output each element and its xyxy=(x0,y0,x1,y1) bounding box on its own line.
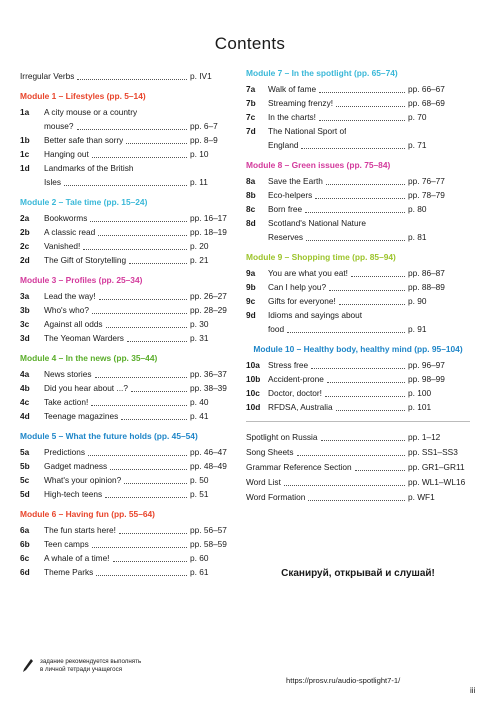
toc-entry xyxy=(246,187,470,201)
module-heading: Module 2 – Tale time (pp. 15–24) xyxy=(20,197,148,207)
dot-leader xyxy=(83,248,187,250)
lesson-pages: p. 60 xyxy=(190,553,209,563)
lesson-pages: pp. 66–67 xyxy=(408,84,445,94)
lesson-pages: p. 91 xyxy=(408,324,427,334)
lesson-number: 2c xyxy=(20,241,30,251)
lesson-number: 9b xyxy=(246,282,256,292)
toc-entry xyxy=(20,252,234,266)
lesson-title: News stories xyxy=(44,369,92,379)
page-title: Contents xyxy=(214,34,286,53)
appendix-entry xyxy=(246,443,470,458)
dot-leader xyxy=(326,183,405,185)
lesson-title: Take action! xyxy=(44,397,89,407)
toc-left-column xyxy=(20,68,234,578)
appendix-pages: pp. GR1–GR11 xyxy=(408,462,465,472)
lesson-number: 3d xyxy=(20,333,30,343)
lesson-pages: pp. 26–27 xyxy=(190,291,227,301)
lesson-title: A whale of a time! xyxy=(44,553,110,563)
toc-entry xyxy=(20,224,234,238)
toc-entry xyxy=(20,564,234,578)
lesson-title: The National Sport of xyxy=(268,126,347,136)
lesson-pages: p. 51 xyxy=(190,489,209,499)
dot-leader xyxy=(119,532,187,534)
dot-leader xyxy=(325,395,405,397)
toc-entry xyxy=(20,132,234,146)
lesson-pages: pp. 38–39 xyxy=(190,383,227,393)
dot-leader xyxy=(301,147,405,149)
module-section xyxy=(20,275,234,344)
dot-leader xyxy=(98,234,187,236)
dot-leader xyxy=(284,484,405,486)
toc-entry-continuation xyxy=(246,137,470,151)
dot-leader xyxy=(77,128,187,130)
lesson-number: 7c xyxy=(246,112,256,122)
lesson-title: The Gift of Storytelling xyxy=(44,255,127,265)
toc-entry xyxy=(246,371,470,385)
entry-title: Irregular Verbs xyxy=(20,71,75,81)
lesson-pages: p. 71 xyxy=(408,140,427,150)
dot-leader xyxy=(327,381,405,383)
toc-entry xyxy=(246,123,470,137)
lesson-title: Against all odds xyxy=(44,319,103,329)
lesson-number: 5d xyxy=(20,489,30,499)
lesson-title: A city mouse or a country xyxy=(44,107,138,117)
page-number: iii xyxy=(470,686,476,695)
lesson-title: Scotland's National Nature xyxy=(268,218,366,228)
toc-entry xyxy=(20,288,234,302)
toc-entry xyxy=(20,316,234,330)
lesson-number: 2d xyxy=(20,255,30,265)
toc-entry xyxy=(246,293,470,307)
lesson-title: Can I help you? xyxy=(268,282,327,292)
lesson-pages: p. 61 xyxy=(190,567,209,577)
toc-entry xyxy=(20,444,234,458)
toc-entry-continuation xyxy=(20,174,234,188)
toc-entry xyxy=(246,109,470,123)
appendix-pages: p. WF1 xyxy=(408,492,435,502)
toc-entry xyxy=(20,550,234,564)
lesson-title: High-tech teens xyxy=(44,489,103,499)
dot-leader xyxy=(92,312,187,314)
lesson-title: Gadget madness xyxy=(44,461,108,471)
lesson-number: 10c xyxy=(246,388,260,398)
module-section xyxy=(20,197,234,266)
lesson-number: 3b xyxy=(20,305,30,315)
lesson-title: Streaming frenzy! xyxy=(268,98,334,108)
toc-entry xyxy=(20,536,234,550)
lesson-title: Gifts for everyone! xyxy=(268,296,336,306)
lesson-pages: pp. 8–9 xyxy=(190,135,218,145)
lesson-title: Doctor, doctor! xyxy=(268,388,322,398)
lesson-number: 4a xyxy=(20,369,30,379)
lesson-number: 7b xyxy=(246,98,256,108)
lesson-title: Landmarks of the British xyxy=(44,163,134,173)
lesson-title: Hanging out xyxy=(44,149,89,159)
dot-leader xyxy=(105,496,187,498)
lesson-title: Accident-prone xyxy=(268,374,324,384)
module-section xyxy=(246,68,470,151)
lesson-title: Teen camps xyxy=(44,539,89,549)
scan-prompt: Сканируй, открывай и слушай! xyxy=(281,568,435,579)
footnote xyxy=(22,658,141,674)
lesson-title: mouse? xyxy=(44,121,74,131)
dot-leader xyxy=(315,197,405,199)
toc-right-column xyxy=(246,68,470,503)
dot-leader xyxy=(95,376,188,378)
lesson-number: 3a xyxy=(20,291,30,301)
dot-leader xyxy=(110,468,187,470)
pencil-icon xyxy=(22,658,34,674)
lesson-title: Idioms and sayings about xyxy=(268,310,363,320)
lesson-pages: pp. 28–29 xyxy=(190,305,227,315)
lesson-title: Who's who? xyxy=(44,305,89,315)
lesson-number: 9a xyxy=(246,268,256,278)
module-heading: Module 8 – Green issues (pp. 75–84) xyxy=(246,160,391,170)
dot-leader xyxy=(90,220,187,222)
module-heading: Module 7 – In the spotlight (pp. 65–74) xyxy=(246,68,398,78)
lesson-pages: p. 70 xyxy=(408,112,427,122)
dot-leader xyxy=(329,289,405,291)
lesson-title: In the charts! xyxy=(268,112,316,122)
lesson-pages: pp. 88–89 xyxy=(408,282,445,292)
appendix-pages: pp. WL1–WL16 xyxy=(408,477,466,487)
dot-leader xyxy=(308,499,405,501)
toc-entry xyxy=(20,366,234,380)
lesson-number: 4c xyxy=(20,397,30,407)
lesson-number: 6d xyxy=(20,567,30,577)
module-heading: Module 10 – Healthy body, healthy mind (pp. 95–104) xyxy=(253,344,463,354)
dot-leader xyxy=(92,156,187,158)
dot-leader xyxy=(127,340,187,342)
lesson-pages: pp. 36–37 xyxy=(190,369,227,379)
dot-leader xyxy=(311,367,405,369)
footnote-line: задание рекомендуется выполнять xyxy=(40,658,142,665)
toc-entry xyxy=(246,173,470,187)
lesson-title: Theme Parks xyxy=(44,567,94,577)
dot-leader xyxy=(355,469,405,471)
appendix-title: Spotlight on Russia xyxy=(246,432,318,442)
module-heading: Module 1 – Lifestyles (pp. 5–14) xyxy=(20,91,146,101)
irregular-verbs-entry xyxy=(20,68,234,82)
lesson-number: 1a xyxy=(20,107,30,117)
entry-pages: p. IV1 xyxy=(190,71,212,81)
lesson-title: Bookworms xyxy=(44,213,88,223)
appendix-pages: pp. SS1–SS3 xyxy=(408,447,458,457)
dot-leader xyxy=(306,239,405,241)
module-section xyxy=(20,509,234,578)
dot-leader xyxy=(126,142,187,144)
lesson-number: 3c xyxy=(20,319,30,329)
lesson-title: Teenage magazines xyxy=(44,411,119,421)
toc-entry xyxy=(20,210,234,224)
lesson-title: Eco-helpers xyxy=(268,190,313,200)
lesson-number: 5b xyxy=(20,461,30,471)
module-section xyxy=(20,431,234,500)
dot-leader xyxy=(336,409,405,411)
module-section xyxy=(20,91,234,188)
dot-leader xyxy=(339,303,405,305)
dot-leader xyxy=(99,298,187,300)
lesson-number: 1d xyxy=(20,163,30,173)
lesson-title: Save the Earth xyxy=(268,176,323,186)
toc-entry xyxy=(20,472,234,486)
lesson-number: 10d xyxy=(246,402,261,412)
lesson-pages: pp. 46–47 xyxy=(190,447,227,457)
module-section xyxy=(246,252,470,335)
toc-entry xyxy=(246,201,470,215)
lesson-number: 1c xyxy=(20,149,30,159)
lesson-number: 8a xyxy=(246,176,256,186)
lesson-number: 5c xyxy=(20,475,30,485)
lesson-pages: p. 10 xyxy=(190,149,209,159)
toc-entry xyxy=(20,302,234,316)
lesson-pages: pp. 18–19 xyxy=(190,227,227,237)
lesson-pages: pp. 78–79 xyxy=(408,190,445,200)
appendix-entry xyxy=(246,473,470,488)
lesson-pages: p. 31 xyxy=(190,333,209,343)
dot-leader xyxy=(64,184,187,186)
appendix-title: Word List xyxy=(246,477,281,487)
divider xyxy=(246,421,470,422)
lesson-title: Born free xyxy=(268,204,303,214)
lesson-number: 6c xyxy=(20,553,30,563)
toc-entry xyxy=(246,385,470,399)
dot-leader xyxy=(91,404,187,406)
lesson-number: 7a xyxy=(246,84,256,94)
lesson-title: The Yeoman Warders xyxy=(44,333,124,343)
toc-entry xyxy=(246,81,470,95)
module-heading: Module 6 – Having fun (pp. 55–64) xyxy=(20,509,155,519)
module-heading: Module 4 – In the news (pp. 35–44) xyxy=(20,353,158,363)
lesson-number: 6a xyxy=(20,525,30,535)
toc-entry xyxy=(20,458,234,472)
lesson-pages: p. 50 xyxy=(190,475,209,485)
audio-url[interactable]: https://prosv.ru/audio-spotlight7-1/ xyxy=(286,676,401,685)
appendix-list xyxy=(246,421,470,503)
lesson-title: Stress free xyxy=(268,360,309,370)
lesson-number: 10b xyxy=(246,374,261,384)
lesson-number: 4b xyxy=(20,383,30,393)
module-section xyxy=(20,353,234,422)
lesson-pages: pp. 76–77 xyxy=(408,176,445,186)
lesson-title: RFDSA, Australia xyxy=(268,402,333,412)
dot-leader xyxy=(129,262,187,264)
lesson-title: Predictions xyxy=(44,447,86,457)
toc-entry xyxy=(246,215,470,229)
appendix-title: Grammar Reference Section xyxy=(246,462,352,472)
lesson-pages: pp. 86–87 xyxy=(408,268,445,278)
dot-leader xyxy=(77,78,187,80)
toc-entry-continuation xyxy=(20,118,234,132)
lesson-pages: pp. 96–97 xyxy=(408,360,445,370)
lesson-title: Did you hear about ...? xyxy=(44,383,128,393)
lesson-number: 4d xyxy=(20,411,30,421)
toc-entry xyxy=(246,279,470,293)
dot-leader xyxy=(113,560,188,562)
toc-entry xyxy=(20,238,234,252)
lesson-title: The fun starts here! xyxy=(44,525,116,535)
lesson-pages: pp. 6–7 xyxy=(190,121,218,131)
dot-leader xyxy=(319,119,405,121)
dot-leader xyxy=(131,390,187,392)
toc-entry xyxy=(246,307,470,321)
dot-leader xyxy=(96,574,187,576)
toc-entry xyxy=(246,95,470,109)
lesson-pages: pp. 56–57 xyxy=(190,525,227,535)
toc-entry xyxy=(20,408,234,422)
dot-leader xyxy=(106,326,187,328)
module-section xyxy=(246,344,470,413)
lesson-number: 7d xyxy=(246,126,256,136)
lesson-pages: pp. 58–59 xyxy=(190,539,227,549)
lesson-title: England xyxy=(268,140,299,150)
lesson-title: You are what you eat! xyxy=(268,268,348,278)
lesson-pages: p. 20 xyxy=(190,241,209,251)
lesson-pages: pp. 48–49 xyxy=(190,461,227,471)
lesson-number: 6b xyxy=(20,539,30,549)
lesson-title: Reserves xyxy=(268,232,304,242)
lesson-pages: p. 11 xyxy=(190,177,208,187)
toc-entry xyxy=(20,146,234,160)
module-heading: Module 5 – What the future holds (pp. 45–54) xyxy=(20,431,198,441)
lesson-pages: pp. 68–69 xyxy=(408,98,445,108)
lesson-number: 8d xyxy=(246,218,256,228)
footnote-line: в личной тетради учащегося xyxy=(40,666,123,673)
dot-leader xyxy=(297,454,405,456)
lesson-title: A classic read xyxy=(44,227,96,237)
lesson-number: 2a xyxy=(20,213,30,223)
module-heading: Module 9 – Shopping time (pp. 85–94) xyxy=(246,252,396,262)
toc-entry xyxy=(246,399,470,413)
lesson-pages: pp. 16–17 xyxy=(190,213,227,223)
toc-entry xyxy=(20,160,234,174)
lesson-number: 1b xyxy=(20,135,30,145)
dot-leader xyxy=(336,105,405,107)
toc-entry xyxy=(246,357,470,371)
lesson-number: 2b xyxy=(20,227,30,237)
lesson-title: Walk of fame xyxy=(268,84,317,94)
appendix-pages: pp. 1–12 xyxy=(408,432,441,442)
lesson-number: 9d xyxy=(246,310,256,320)
lesson-number: 9c xyxy=(246,296,256,306)
lesson-pages: p. 21 xyxy=(190,255,209,265)
dot-leader xyxy=(287,331,405,333)
dot-leader xyxy=(321,439,406,441)
appendix-entry xyxy=(246,428,470,443)
toc-entry xyxy=(20,522,234,536)
dot-leader xyxy=(88,454,187,456)
lesson-pages: p. 41 xyxy=(190,411,209,421)
lesson-pages: p. 30 xyxy=(190,319,209,329)
toc-entry xyxy=(20,104,234,118)
lesson-number: 8c xyxy=(246,204,256,214)
dot-leader xyxy=(92,546,187,548)
toc-entry-continuation xyxy=(246,321,470,335)
toc-entry xyxy=(20,330,234,344)
module-heading: Module 3 – Profiles (pp. 25–34) xyxy=(20,275,143,285)
lesson-pages: p. 101 xyxy=(408,402,432,412)
lesson-pages: pp. 98–99 xyxy=(408,374,445,384)
lesson-pages: p. 90 xyxy=(408,296,427,306)
lesson-title: Vanished! xyxy=(44,241,81,251)
toc-entry xyxy=(246,265,470,279)
appendix-title: Song Sheets xyxy=(246,447,294,457)
toc-entry xyxy=(20,486,234,500)
lesson-title: Better safe than sorry xyxy=(44,135,124,145)
dot-leader xyxy=(121,418,187,420)
dot-leader xyxy=(124,482,187,484)
lesson-pages: p. 100 xyxy=(408,388,432,398)
lesson-title: food xyxy=(268,324,285,334)
appendix-title: Word Formation xyxy=(246,492,306,502)
lesson-pages: p. 80 xyxy=(408,204,427,214)
appendix-entry xyxy=(246,458,470,473)
toc-entry-continuation xyxy=(246,229,470,243)
module-section xyxy=(246,160,470,243)
lesson-title: Isles xyxy=(44,177,62,187)
dot-leader xyxy=(305,211,405,213)
lesson-number: 8b xyxy=(246,190,256,200)
dot-leader xyxy=(319,91,405,93)
dot-leader xyxy=(351,275,405,277)
lesson-number: 5a xyxy=(20,447,30,457)
lesson-number: 10a xyxy=(246,360,260,370)
lesson-title: Lead the way! xyxy=(44,291,96,301)
toc-entry xyxy=(20,394,234,408)
appendix-entry xyxy=(246,488,470,503)
lesson-pages: p. 81 xyxy=(408,232,427,242)
lesson-title: What's your opinion? xyxy=(44,475,122,485)
lesson-pages: p. 40 xyxy=(190,397,209,407)
toc-entry xyxy=(20,380,234,394)
